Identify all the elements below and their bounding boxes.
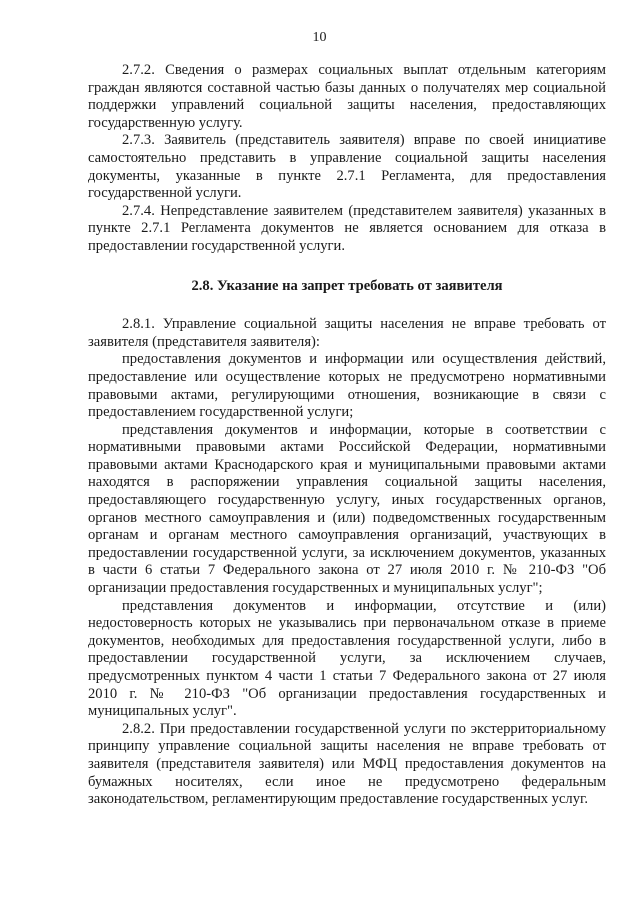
page-number: 10 <box>312 30 327 45</box>
paragraph-2-8-1-item-1: предоставления документов и информации или осуществления действий, предоставление или осуществление которых не предусмотрено нормативными правовыми актами, регулирующими отношения, возникающие в связи с предоставлением государственной услуги; <box>88 351 606 421</box>
paragraph-2-7-4: 2.7.4. Непредставление заявителем (представителем заявителя) указанных в пункте 2.7.1 Регламента документов не является основанием для отказа в предоставлении государственной услуги. <box>88 202 606 254</box>
paragraph-2-8-2: 2.8.2. При предоставлении государственной услуги по экстерриториальному принципу управление социальной защиты населения не вправе требовать от заявителя (представителя заявителя) или МФЦ предоставления документов на бумажных носителях, если иное не предусмотрено федеральным законодательством, регламентирующим предоставление государственных услуг. <box>88 720 606 808</box>
paragraph-2-7-2: 2.7.2. Сведения о размерах социальных выплат отдельным категориям граждан являются составной частью базы данных о получателях мер социальной поддержки управлений социальной защиты населения, предоставляющих государственную услугу. <box>88 62 606 131</box>
document-body <box>88 62 606 809</box>
section-heading: 2.8. Указание на запрет требовать от заявителя <box>191 277 503 294</box>
paragraph-2-8-1-item-3: представления документов и информации, отсутствие и (или) недостоверность которых не указывались при первоначальном отказе в приеме документов, необходимых для предоставления государственной услуги, либо в предоставлении государственной услуги, за исключением случаев, предусмотренных пунктом 4 части 1 статьи 7 Федерального закона от 27 июля 2010 г. № 210-ФЗ "Об организации предоставления государственных и муниципальных услуг". <box>88 597 606 720</box>
paragraph-2-8-1-item-2: представления документов и информации, которые в соответствии с нормативными правовыми актами Российской Федерации, нормативными правовыми актами Краснодарского края и муниципальными правовыми актами находятся в распоряжении управления социальной защиты населения, предоставляющего государственную услугу, иных государственных органов, органов местного самоуправления и (или) подведомственных государственным органам и органам местного самоуправления организаций, участвующих в предоставлении государственной услуги, за исключением документов, указанных в части 6 статьи 7 Федерального закона от 27 июля 2010 г. № 210-ФЗ "Об организации предоставления государственных и муниципальных услуг"; <box>88 421 606 597</box>
paragraph-2-7-3: 2.7.3. Заявитель (представитель заявителя) вправе по своей инициативе самостоятельно представить в управление социальной защиты населения документы, указанные в пункте 2.7.1 Регламента, для предоставления государственной услуги. <box>88 132 606 202</box>
paragraph-2-8-1: 2.8.1. Управление социальной защиты населения не вправе требовать от заявителя (представителя заявителя): <box>88 316 606 350</box>
